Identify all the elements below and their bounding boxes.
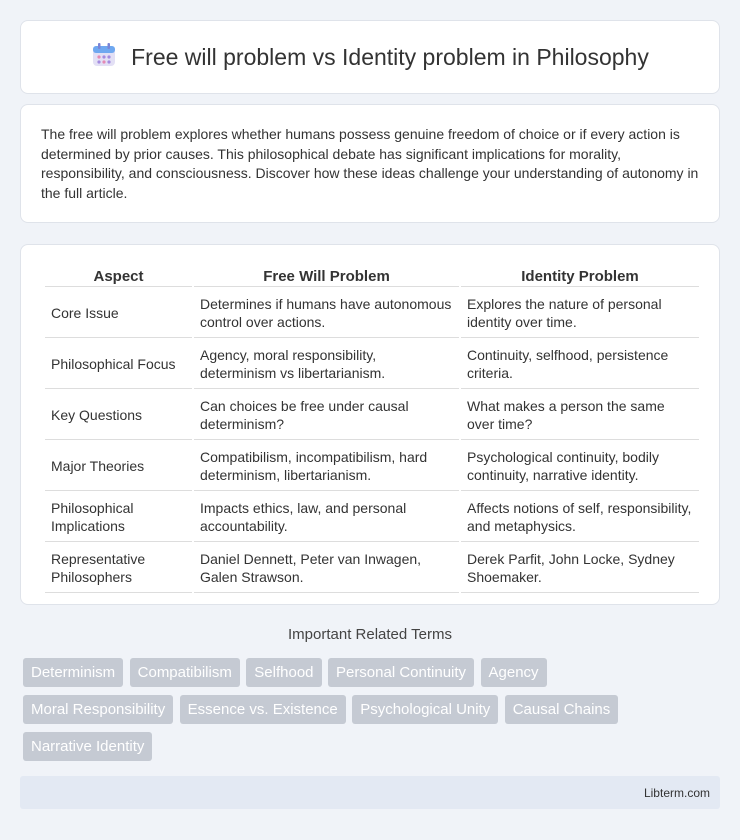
term-tag[interactable]: Narrative Identity bbox=[23, 732, 152, 761]
row-aspect: Philosophical Implications bbox=[45, 493, 192, 542]
calendar-icon bbox=[91, 42, 117, 73]
table-row bbox=[45, 442, 699, 491]
table-row bbox=[45, 340, 699, 389]
table-row bbox=[45, 391, 699, 440]
header-identity: Identity Problem bbox=[461, 267, 699, 287]
row-free-will: Determines if humans have autonomous control over actions. bbox=[194, 289, 459, 338]
comparison-card bbox=[20, 244, 720, 605]
row-identity: Affects notions of self, responsibility, and metaphysics. bbox=[461, 493, 699, 542]
intro-text: The free will problem explores whether humans possess genuine freedom of choice or if every action is determined by prior causes. This philosophical debate has significant implications for morality, responsibility, and consciousness. Discover how these ideas challenge your understanding of autonomy in the full article. bbox=[41, 126, 699, 201]
term-tag[interactable]: Agency bbox=[481, 658, 547, 687]
term-tag[interactable]: Psychological Unity bbox=[352, 695, 498, 724]
intro-card bbox=[20, 104, 720, 223]
comparison-table bbox=[43, 265, 701, 595]
term-tag[interactable]: Selfhood bbox=[246, 658, 321, 687]
row-free-will: Can choices be free under causal determinism? bbox=[194, 391, 459, 440]
term-tag[interactable]: Personal Continuity bbox=[328, 658, 474, 687]
term-tag[interactable]: Moral Responsibility bbox=[23, 695, 173, 724]
row-free-will: Impacts ethics, law, and personal accountability. bbox=[194, 493, 459, 542]
table-row bbox=[45, 544, 699, 593]
row-free-will: Daniel Dennett, Peter van Inwagen, Galen Strawson. bbox=[194, 544, 459, 593]
footer-site-link[interactable]: Libterm.com bbox=[643, 786, 710, 800]
row-aspect: Representative Philosophers bbox=[45, 544, 192, 593]
term-tag[interactable]: Causal Chains bbox=[505, 695, 619, 724]
header-free-will: Free Will Problem bbox=[194, 267, 459, 287]
row-identity: Derek Parfit, John Locke, Sydney Shoemaker. bbox=[461, 544, 699, 593]
row-aspect: Philosophical Focus bbox=[45, 340, 192, 389]
related-terms-list bbox=[23, 658, 723, 769]
row-aspect: Major Theories bbox=[45, 442, 192, 491]
header-aspect: Aspect bbox=[45, 267, 192, 287]
table-row bbox=[45, 289, 699, 338]
table-row bbox=[45, 493, 699, 542]
row-free-will: Compatibilism, incompatibilism, hard determinism, libertarianism. bbox=[194, 442, 459, 491]
footer bbox=[20, 776, 720, 809]
row-identity: What makes a person the same over time? bbox=[461, 391, 699, 440]
row-aspect: Key Questions bbox=[45, 391, 192, 440]
row-identity: Explores the nature of personal identity over time. bbox=[461, 289, 699, 338]
related-terms-title: Important Related Terms bbox=[288, 626, 452, 643]
term-tag[interactable]: Compatibilism bbox=[130, 658, 240, 687]
header-card bbox=[20, 20, 720, 94]
row-identity: Continuity, selfhood, persistence criteria. bbox=[461, 340, 699, 389]
page-title: Free will problem vs Identity problem in Philosophy bbox=[131, 43, 649, 70]
row-identity: Psychological continuity, bodily continuity, narrative identity. bbox=[461, 442, 699, 491]
term-tag[interactable]: Determinism bbox=[23, 658, 123, 687]
row-free-will: Agency, moral responsibility, determinism vs libertarianism. bbox=[194, 340, 459, 389]
term-tag[interactable]: Essence vs. Existence bbox=[180, 695, 346, 724]
table-header-row bbox=[45, 267, 699, 287]
row-aspect: Core Issue bbox=[45, 289, 192, 338]
